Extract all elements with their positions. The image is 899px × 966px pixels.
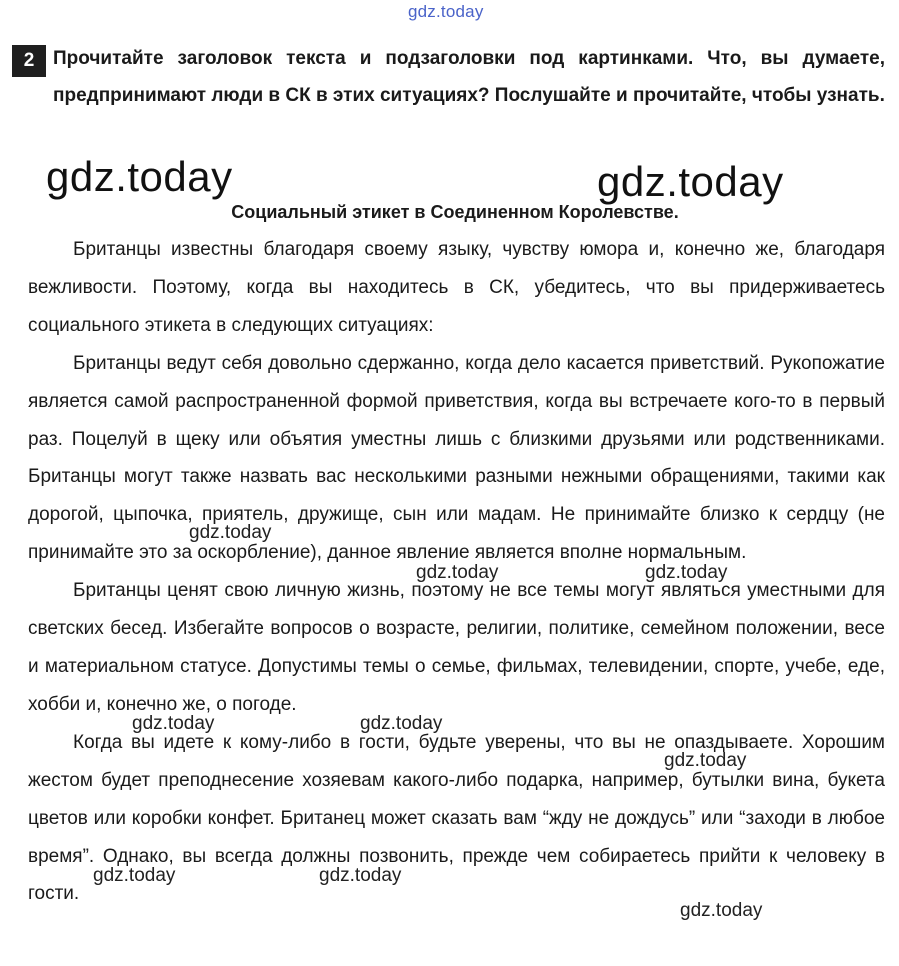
watermark-small: gdz.today [680,900,763,921]
watermark-small: gdz.today [416,562,499,583]
paragraph: Британцы ведут себя довольно сдержанно, когда дело касается приветствий. Рукопожатие является самой распространенной формой приветствия, когда вы встречаете кого-то в первый раз. Поцелуй в щеку или объятия уместны лишь с близкими друзьями или родственниками. Британцы могут также назвать вас несколькими разными нежными обращениями, такими как дорогой, цыпочка, приятель, дружище, сын или мадам. Не принимайте близко к сердцу (не принимайте это за оскорбление), данное явление является вполне нормальным. [28,352,885,564]
watermark-small: gdz.today [645,562,728,583]
watermark-small: gdz.today [664,750,747,771]
paragraph: Когда вы идете к кому-либо в гости, будьте уверены, что вы не опаздываете. Хорошим жестом будет преподнесение хозяевам какого-либо подарка, например, бутылки вина, букета цветов или коробки конфет. Британец может сказать вам “жду не дождусь” или “заходи в любое время”. Однако, вы всегда должны позвонить, прежде чем собираетесь прийти к человеку в гости. [28,731,885,905]
watermark-small: gdz.today [93,865,176,886]
watermark-big-right: gdz.today [597,158,784,205]
watermark-big-left: gdz.today [46,153,233,200]
watermark-top: gdz.today [408,2,484,21]
watermark-small: gdz.today [319,865,402,886]
watermark-small: gdz.today [132,713,215,734]
paragraph: Британцы ценят свою личную жизнь, поэтому не все темы могут являться уместными для светских бесед. Избегайте вопросов о возрасте, религии, политике, семейном положении, весе и материальном статусе. Допустимы темы о семье, фильмах, телевидении, спорте, учебе, еде, хобби и, конечно же, о погоде. [28,580,885,715]
paragraph: Британцы известны благодаря своему языку, чувству юмора и, конечно же, благодаря вежливости. Поэтому, когда вы находитесь в СК, убедитесь, что вы придерживаетесь социального этикета в следующих ситуациях: [28,239,885,336]
watermark-small: gdz.today [360,713,443,734]
article-title: Социальный этикет в Соединенном Королевстве. [231,202,679,222]
watermark-small: gdz.today [189,522,272,543]
task-number-badge: 2 [12,45,46,77]
task-instruction: Прочитайте заголовок текста и подзаголовки под картинками. Что, вы думаете, предпринимают люди в СК в этих ситуациях? Послушайте и прочитайте, чтобы узнать. [53,48,885,106]
